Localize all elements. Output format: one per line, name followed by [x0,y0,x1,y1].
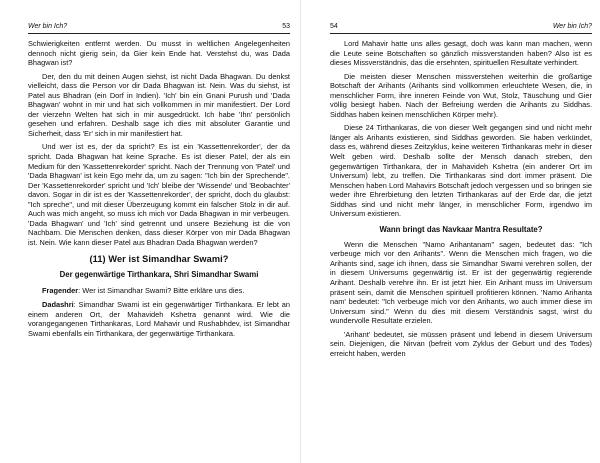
left-paragraph-1: Schwierigkeiten entfernt werden. Du musst in weltlichen Angelegenheiten dennoch nicht gierig sein, da Gier kein Ende hat. Verstehst du, was Dada Bhagwan ist? [28,39,290,68]
right-page-number: 54 [330,22,338,30]
right-paragraph-4: Wenn die Menschen "Namo Arihantanam" sagen, bedeutet das: "Ich verbeuge mich vor den Arihants". Wenn die Menschen mich fragen, wo die Arihants sind, sage ich ihnen, dass sie Simandhar Swami verehren sollen, der in diesem Universums gegenwärtig ist. Er ist der gegenwärtig regierende Arihant. Deshalb verehre ihn. Er ist jetzt hier. Ein Arihant muss im Universum präsent sein, damit die Menschen spirituell profitieren können. 'Namo Arihanta nam' bedeutet: "Ich verbeuge mich vor den Arihants, wo auch immer diese im Universum sind." Wenn du dies mit diesem Verständnis sagst, wirst du wundervolle Resultate erzielen. [330,239,592,326]
left-header-title: Wer bin Ich? [28,22,68,30]
qa-question-text: : Wer ist Simandhar Swami? Bitte erkläre uns dies. [78,286,245,296]
qa-question-speaker: Fragender [42,286,79,296]
right-subheading: Wann bringt das Navkaar Mantra Resultate? [379,224,543,234]
right-header-title: Wer bin Ich? [552,22,592,30]
right-paragraph-5: 'Arihant' bedeutet, sie müssen präsent und lebend in diesem Universum sein. Diejenigen, die Nirvan (befreit vom Zyklus der Geburt und des Todes) erreicht haben, werden [330,329,592,358]
right-page [330,0,592,463]
left-paragraph-2: Der, den du mit deinen Augen siehst, ist nicht Dada Bhagwan. Du denkst vielleicht, dass die Person vor dir Dada Bhagwan ist. Nein. Was du siehst, ist Patel aus Bhadran (ein Dorf in Indien). 'Ich' bin ein Gnani Purush und 'Dada Bhagwan' wohnt in mir und hat sich vollkommen in mir manifestiert. Der Lord der vierzehn Welten hat sich in mir ausgedrückt. Ich habe 'Ihn' persönlich gesehen und erfahren. Deshalb sage ich dies mit absoluter Garantie und Sicherheit, dass 'Er' sich in mir manifestiert hat. [28,71,290,138]
left-page-header [28,20,290,32]
right-page-header [330,20,592,32]
left-subheading: Der gegenwärtige Tirthankara, Shri Simandhar Swami [59,270,259,280]
right-header-rule [330,33,592,34]
right-paragraph-2: Die meisten dieser Menschen missverstehen weiterhin die großartige Botschaft der Arihants (Arihants sind vollkommen erleuchtete Wesen, die, in menschlicher Form, ihre inneren Feinde von Wut, Stolz, Täuschung und Gier völlig besiegt haben. Nach der Befreiung werden die Arihants zu Siddhas. Siddhas haben keinen menschlichen Körper mehr). [330,71,592,119]
left-page [28,0,290,463]
qa-answer-text: : Simandhar Swami ist ein gegenwärtiger Tirthankara. Er lebt an einem anderen Ort, der Mahavideh Kshetra genannt wird. Wie die vorangegangenen Tirthankaras, Lord Mahavir und Rushabhdev, ist Simandhar Swami ebenfalls ein Tirthankara, der gegenwärtige Tirthankara. [28,300,290,338]
right-paragraph-1: Lord Mahavir hatte uns alles gesagt, doch was kann man machen, wenn die Leute seine Botschaften so gänzlich missverstanden haben? Also ist es dieses Missverständnis, das die ersehnten, spirituellen Resultate verhindert. [330,39,592,68]
page-gutter [300,0,301,463]
qa-answer-speaker: Dadashri [42,300,74,310]
left-paragraph-3: Und wer ist es, der da spricht? Es ist ein 'Kassettenrekorder', der da spricht. Dada Bhagwan hat keine Sprache. Es ist dieser Patel, der als ein Medium für den 'Kassettenrekorder' spricht. Nach der Trennung von 'Patel' und 'Dada Bhagwan' ist kein Ego mehr da, um zu sagen: "Ich bin der Sprechende". Der 'Kassettenrekorder' spricht und 'Ich' bleibe der 'Wissende' und 'Beobachter' davon. Sogar in dir ist es der 'Kassettenrekorder', der spricht, doch du glaubst: "Ich spreche", und mit dieser Überzeugung kommt ein falscher Stolz in dir auf. Auch was mich angeht, so muss ich mich vor Dada Bhagwan in mir verbeugen. 'Dada Bhagwan' und 'Ich' sind getrennt und unsere Beziehung ist die von Nachbarn. Die Menschen denken, dass dieser Körper von mir Dada Bhagwan ist. Nein. Wie kann dieser Patel aus Bhadran Dada Bhagwan werden? [28,142,290,247]
left-page-number: 53 [282,22,290,30]
right-paragraph-3: Diese 24 Tirthankaras, die von dieser Welt gegangen sind und nicht mehr länger als Arihants existieren, sind Siddhas geworden. Sie haben verkündet, dass es, während dieses Zeitzyklus, keine weiteren Tirthankaras mehr in dieser Welt geben wird. Deshalb sollte der Mensch danach streben, den gegenwärtigen Tirthankara, der in Mahavideh Kshetra (ein anderer Ort im Universum) lebt, zu treffen. Die Tirthankaras sind dort immer präsent. Die Menschen haben Lord Mahavirs Botschaft jedoch vergessen und so bringen sie weder ihre Ehrerbietung den letzten Tirthankaras auf der Erde dar, die jetzt Siddhas sind und nicht mehr länger, in menschlicher Form, irgendwo im Universum existieren. [330,123,592,219]
qa-answer [28,300,290,338]
section-heading: (11) Wer ist Simandhar Swami? [89,254,229,265]
left-header-rule [28,33,290,34]
qa-question [28,286,290,296]
